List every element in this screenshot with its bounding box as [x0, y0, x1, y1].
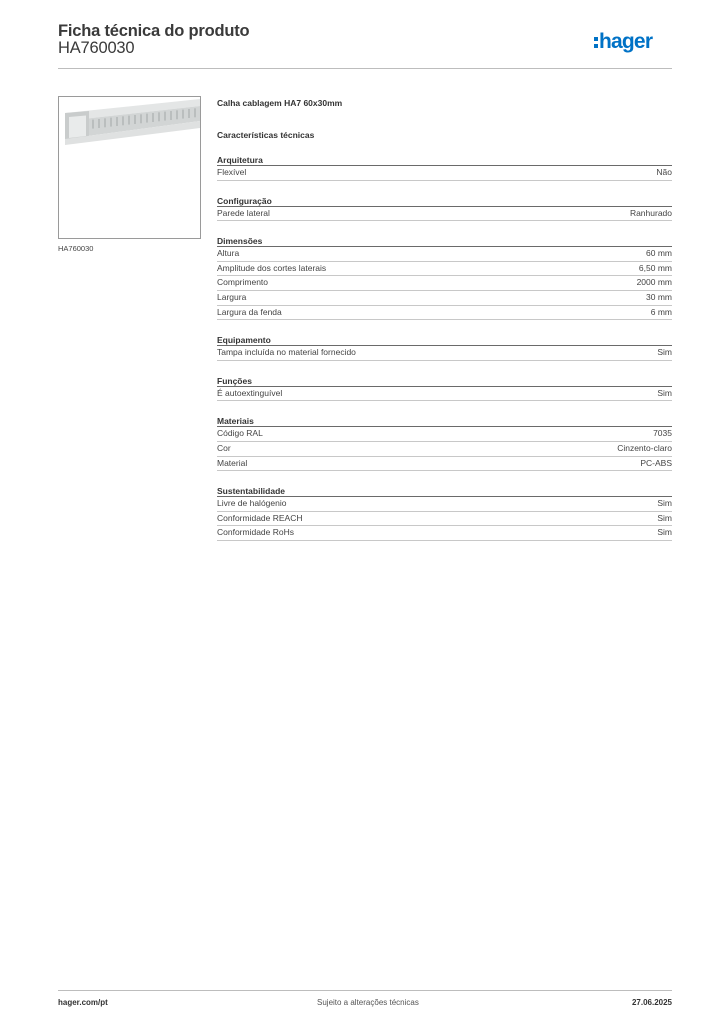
section-title: Arquitetura	[217, 154, 672, 166]
spec-value: 2000 mm	[636, 277, 672, 288]
section-title: Sustentabilidade	[217, 485, 672, 497]
product-image	[58, 96, 201, 239]
spec-label: Largura da fenda	[217, 306, 282, 317]
spec-row	[217, 512, 672, 527]
footer-date: 27.06.2025	[631, 998, 672, 1007]
spec-row	[217, 207, 672, 222]
spec-section	[217, 235, 672, 320]
spec-row	[217, 346, 672, 361]
spec-section	[217, 195, 672, 222]
spec-row	[217, 442, 672, 457]
spec-section	[217, 154, 672, 181]
spec-label: Conformidade RoHs	[217, 527, 295, 538]
spec-label: Largura	[217, 291, 247, 302]
spec-value: 60 mm	[646, 248, 672, 259]
spec-label: Altura	[217, 248, 240, 259]
spec-value: 7035	[653, 428, 672, 439]
spec-label: Material	[217, 457, 248, 468]
spec-value: PC-ABS	[640, 457, 672, 468]
product-name: Calha cablagem HA7 60x30mm	[217, 98, 343, 108]
section-title: Materiais	[217, 415, 672, 427]
spec-value: 30 mm	[646, 291, 672, 302]
spec-label: Cor	[217, 442, 231, 453]
spec-row	[217, 291, 672, 306]
spec-row	[217, 526, 672, 541]
spec-label: Comprimento	[217, 277, 269, 288]
section-title: Funções	[217, 375, 672, 387]
svg-text:hager: hager	[599, 30, 653, 53]
image-caption: HA760030	[58, 244, 94, 253]
spec-value: Sim	[657, 512, 672, 523]
spec-sections	[217, 154, 672, 541]
spec-row	[217, 247, 672, 262]
spec-value: Cinzento-claro	[617, 442, 672, 453]
hager-logo	[594, 27, 674, 57]
spec-section	[217, 375, 672, 402]
spec-row	[217, 306, 672, 321]
footer-divider	[58, 990, 672, 991]
spec-row	[217, 387, 672, 402]
spec-value: Sim	[657, 498, 672, 509]
product-code: HA760030	[58, 39, 135, 57]
spec-row	[217, 457, 672, 472]
spec-label: Código RAL	[217, 428, 263, 439]
spec-label: Conformidade REACH	[217, 512, 303, 523]
spec-value: Sim	[657, 527, 672, 538]
spec-value: 6 mm	[650, 306, 672, 317]
spec-row	[217, 276, 672, 291]
spec-label: Amplitude dos cortes laterais	[217, 262, 327, 273]
footer-website: hager.com/pt	[58, 998, 108, 1007]
spec-label: É autoextinguível	[217, 387, 283, 398]
spec-section	[217, 415, 672, 471]
spec-content	[217, 97, 672, 541]
spec-value: 6,50 mm	[638, 262, 672, 273]
spec-value: Sim	[657, 347, 672, 358]
spec-label: Livre de halógenio	[217, 498, 287, 509]
spec-row	[217, 262, 672, 277]
header-divider	[58, 68, 672, 69]
spec-row	[217, 427, 672, 442]
spec-section	[217, 485, 672, 541]
footer-note: Sujeito a alterações técnicas	[317, 998, 419, 1007]
spec-value: Sim	[657, 387, 672, 398]
spec-value: Ranhurado	[629, 207, 672, 218]
section-title: Dimensões	[217, 235, 672, 247]
section-title: Equipamento	[217, 334, 672, 346]
spec-row	[217, 497, 672, 512]
spec-label: Tampa incluída no material fornecido	[217, 347, 356, 358]
page-title: Ficha técnica do produto	[58, 22, 250, 40]
spec-section	[217, 334, 672, 361]
spec-value: Não	[656, 167, 672, 177]
spec-label: Parede lateral	[217, 207, 270, 218]
spec-label: Flexível	[217, 167, 247, 177]
specs-heading: Características técnicas	[217, 130, 315, 140]
section-title: Configuração	[217, 195, 672, 207]
spec-row	[217, 166, 672, 181]
